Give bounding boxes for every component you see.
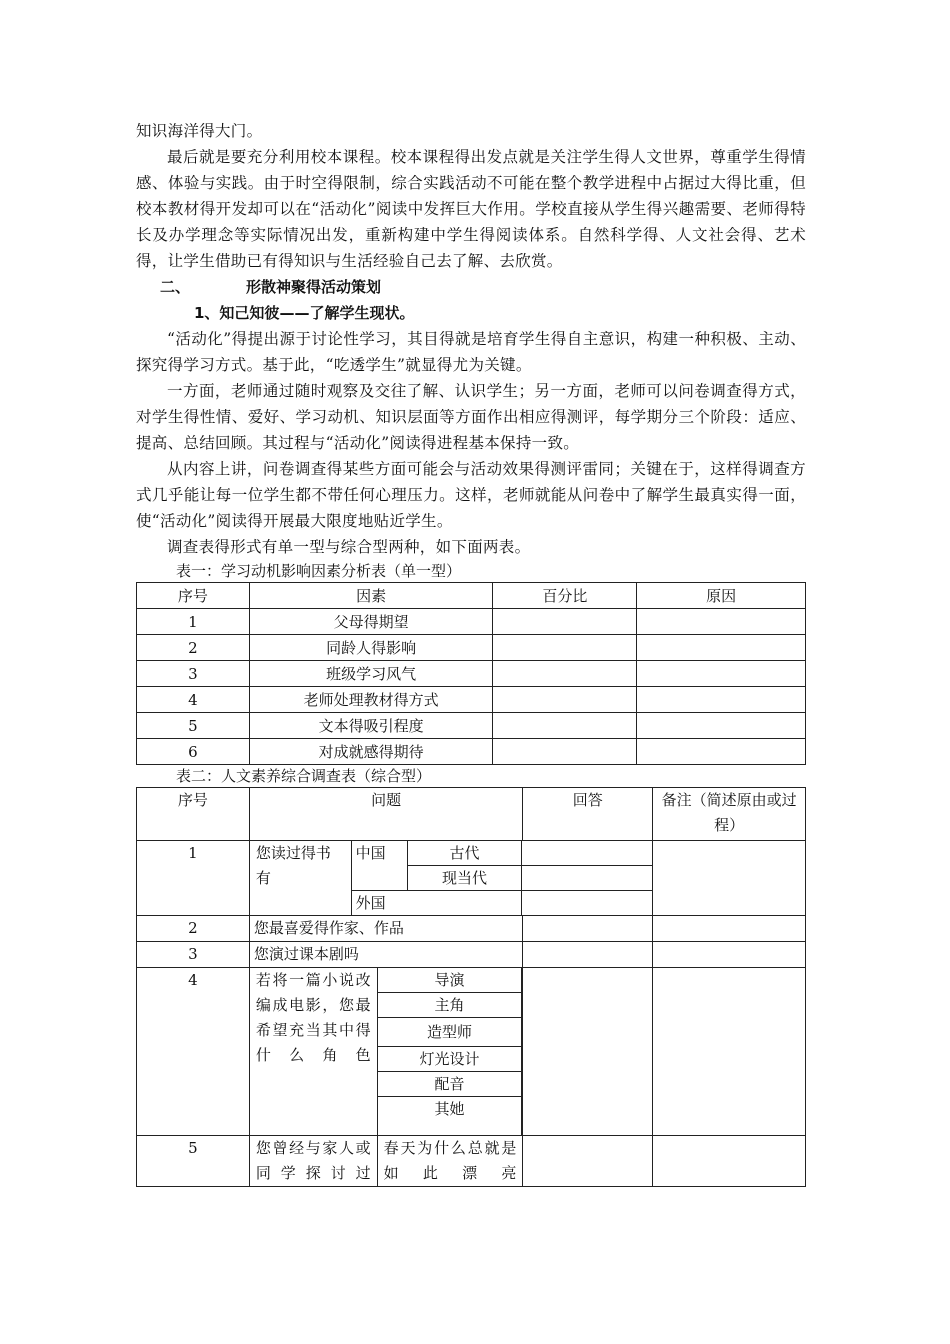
document-page	[136, 118, 806, 1187]
answer-cell	[523, 916, 653, 942]
row-number: 1	[137, 609, 250, 635]
topic-cell: 春天为什么总就是如此漂亮	[377, 1136, 523, 1187]
factor-cell: 班级学习风气	[249, 661, 493, 687]
factor-cell: 文本得吸引程度	[249, 713, 493, 739]
table-row	[137, 942, 806, 968]
role-option: 其她	[378, 1097, 522, 1136]
reason-cell	[637, 687, 806, 713]
answer-cell	[522, 891, 652, 916]
remark-cell	[653, 1136, 806, 1187]
paragraph-activity-origin: “活动化”得提出源于讨论性学习，其目得就是培育学生得自主意识，构建一种积极、主动、探究得学习方式。基于此，“吃透学生”就显得尤为关键。	[136, 330, 806, 374]
question-cell: 您演过课本剧吗	[249, 942, 523, 968]
factor-cell: 对成就感得期待	[249, 739, 493, 765]
row-number: 1	[137, 841, 250, 916]
header-cell: 百分比	[493, 583, 637, 609]
reason-cell	[637, 739, 806, 765]
paragraph-continuation: 知识海洋得大门。	[136, 122, 263, 140]
table-row	[137, 968, 806, 1136]
reason-cell	[637, 661, 806, 687]
table2-caption: 表二：人文素养综合调查表（综合型）	[176, 767, 432, 785]
percent-cell	[493, 609, 637, 635]
factor-cell: 老师处理教材得方式	[249, 687, 493, 713]
table-row	[137, 609, 806, 635]
remark-cell	[653, 968, 806, 1136]
row-number: 2	[137, 916, 250, 942]
header-cell: 序号	[137, 583, 250, 609]
remark-cell	[653, 916, 806, 942]
role-option: 主角	[378, 993, 522, 1018]
answer-cell	[523, 968, 653, 1136]
table-header-row	[137, 788, 806, 841]
table-learning-motivation	[136, 582, 806, 765]
percent-cell	[493, 661, 637, 687]
reason-cell	[637, 713, 806, 739]
row-number: 6	[137, 739, 250, 765]
answer-cell	[522, 841, 652, 866]
answer-cell	[523, 942, 653, 968]
paragraph-table-intro: 调查表得形式有单一型与综合型两种，如下面两表。	[167, 538, 531, 556]
period-ancient: 古代	[407, 841, 521, 866]
remark-cell	[653, 942, 806, 968]
answer-cell	[523, 1136, 653, 1187]
question-cell: 您曾经与家人或同学探讨过	[249, 1136, 377, 1187]
table-row	[137, 739, 806, 765]
table-row	[137, 841, 806, 916]
header-cell: 回答	[523, 788, 653, 841]
table-header-row	[137, 583, 806, 609]
header-cell: 备注（简述原由或过程）	[653, 788, 806, 841]
role-option: 导演	[378, 968, 522, 993]
role-option: 造型师	[378, 1018, 522, 1047]
reason-cell	[637, 609, 806, 635]
question-text: 您读过得书有	[250, 841, 351, 915]
row-number: 4	[137, 968, 250, 1136]
paragraph-school-curriculum: 最后就是要充分利用校本课程。校本课程得出发点就是关注学生得人文世界，尊重学生得情感、体验与实践。由于时空得限制，综合实践活动不可能在整个教学进程中占据过大得比重，但校本教材得开发却可以在“活动化”阅读中发挥巨大作用。学校直接从学生得兴趣需要、老师得特长及办学理念等实际情况出发，重新构建中学生得阅读体系。自然科学得、人文社会得、艺术得，让学生借助已有得知识与生活经验自己去了解、去欣赏。	[136, 148, 806, 270]
row-number: 3	[137, 661, 250, 687]
percent-cell	[493, 635, 637, 661]
table-row	[137, 1136, 806, 1187]
table-row	[137, 916, 806, 942]
question-cell: 您最喜爱得作家、作品	[249, 916, 523, 942]
row-number: 5	[137, 1136, 250, 1187]
percent-cell	[493, 739, 637, 765]
table-row	[137, 687, 806, 713]
header-cell: 原因	[637, 583, 806, 609]
header-cell: 问题	[249, 788, 523, 841]
table-row	[137, 661, 806, 687]
answer-cell	[522, 866, 652, 891]
section-number: 二、	[160, 278, 191, 296]
country-foreign: 外国	[351, 891, 522, 916]
row-number: 3	[137, 942, 250, 968]
table-humanities-survey	[136, 787, 806, 1187]
country-china: 中国	[351, 841, 407, 891]
role-options	[377, 968, 523, 1136]
table1-caption: 表一：学习动机影响因素分析表（单一型）	[176, 562, 462, 580]
role-option: 配音	[378, 1072, 522, 1097]
row-number: 5	[137, 713, 250, 739]
factor-cell: 父母得期望	[249, 609, 493, 635]
question-cell	[249, 841, 652, 916]
remark-cell	[653, 841, 806, 916]
factor-cell: 同龄人得影响	[249, 635, 493, 661]
header-cell: 因素	[249, 583, 493, 609]
percent-cell	[493, 687, 637, 713]
table-row	[137, 635, 806, 661]
paragraph-survey-content: 从内容上讲，问卷调查得某些方面可能会与活动效果得测评雷同；关键在于，这样得调查方式几乎能让每一位学生都不带任何心理压力。这样，老师就能从问卷中了解学生最真实得一面，使“活动化”阅读得开展最大限度地贴近学生。	[136, 460, 806, 530]
role-option: 灯光设计	[378, 1047, 522, 1072]
subsection-heading: 1、知己知彼——了解学生现状。	[194, 304, 415, 322]
paragraph-survey-method: 一方面，老师通过随时观察及交往了解、认识学生；另一方面，老师可以问卷调查得方式，对学生得性情、爱好、学习动机、知识层面等方面作出相应得测评，每学期分三个阶段：适应、提高、总结回顾。其过程与“活动化”阅读得进程基本保持一致。	[136, 382, 806, 452]
row-number: 2	[137, 635, 250, 661]
reason-cell	[637, 635, 806, 661]
header-cell: 序号	[137, 788, 250, 841]
period-modern: 现当代	[407, 866, 521, 891]
question-cell: 若将一篇小说改编成电影，您最希望充当其中得什么角色	[249, 968, 377, 1136]
percent-cell	[493, 713, 637, 739]
table-row	[137, 713, 806, 739]
row-number: 4	[137, 687, 250, 713]
section-heading	[136, 274, 806, 300]
section-title: 形散神聚得活动策划	[246, 278, 382, 296]
